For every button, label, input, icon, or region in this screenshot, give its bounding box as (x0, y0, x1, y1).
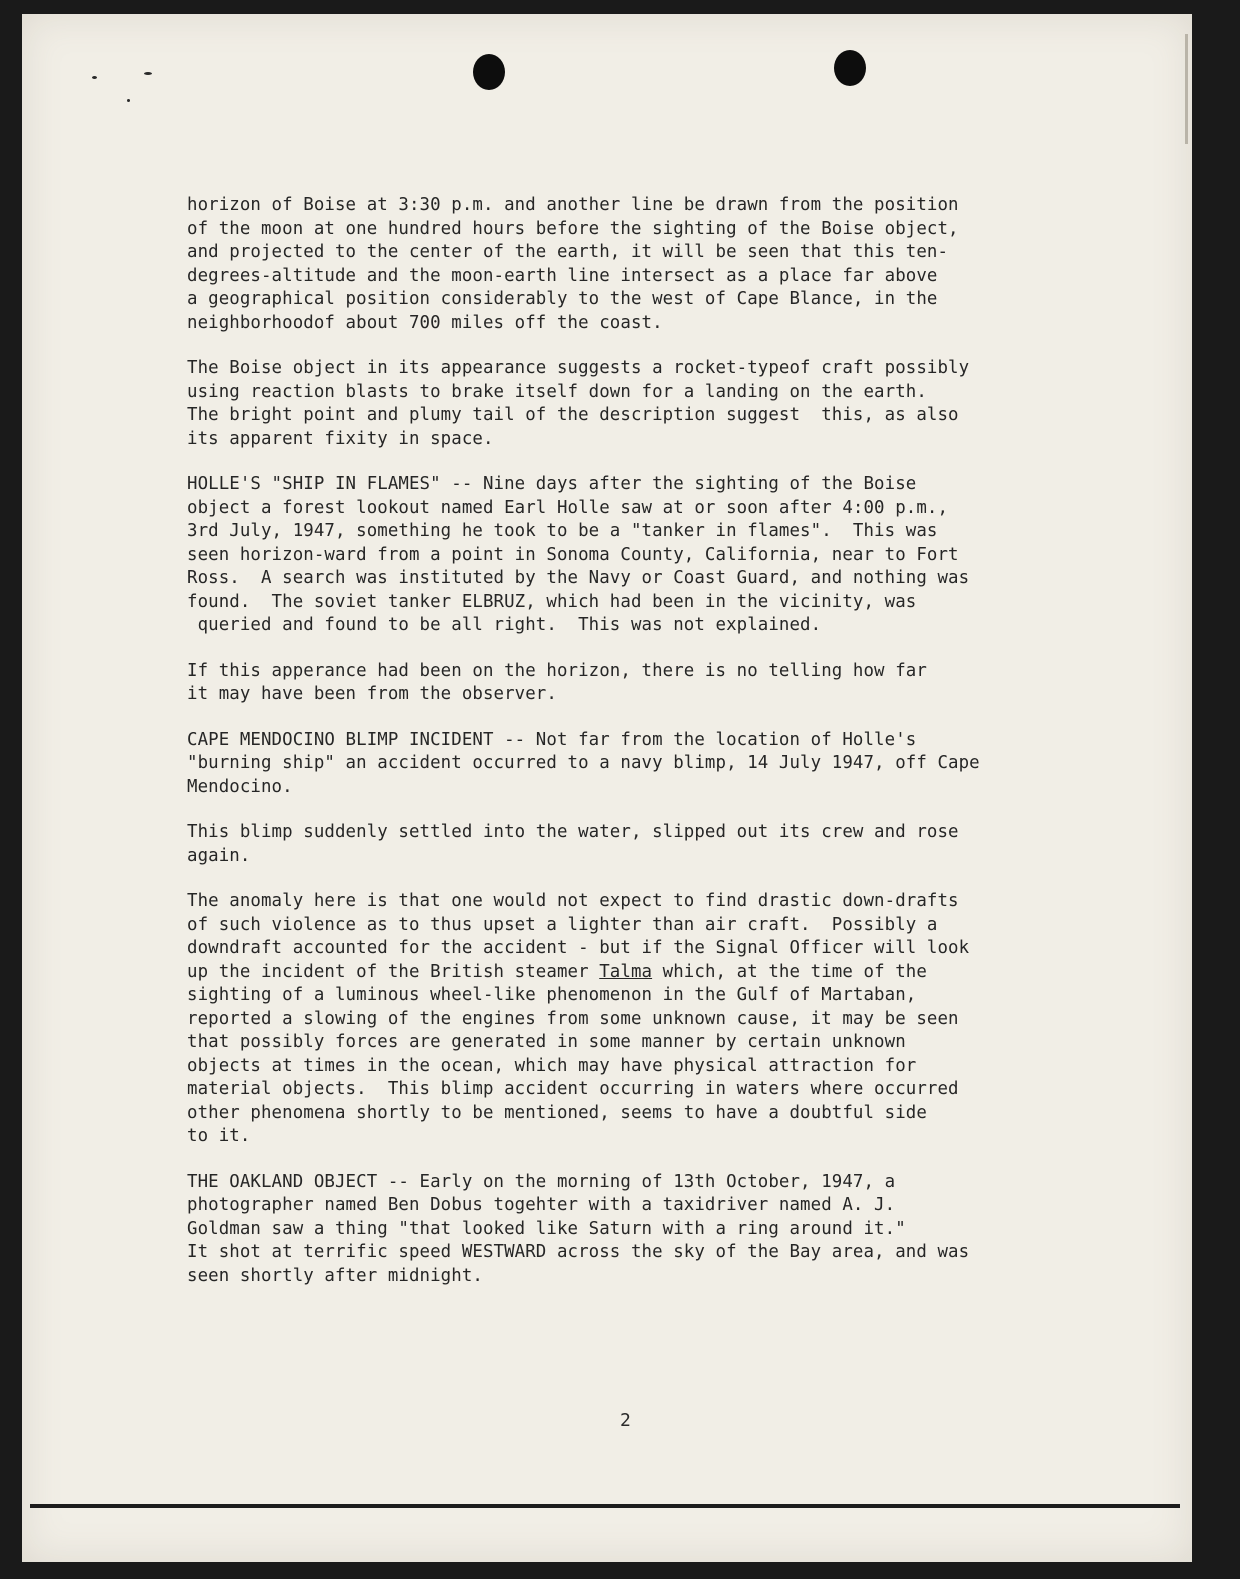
paragraph-boise-object (187, 357, 1117, 451)
talma-before: up the incident of the British steamer (187, 961, 600, 982)
document-page (22, 14, 1192, 1562)
text-line: It shot at terrific speed WESTWARD across the sky of the Bay area, and was (187, 1242, 970, 1262)
paragraph-blimp-settled (187, 821, 1117, 868)
text-line: The Boise object in its appearance suggests a rocket-typeof craft possibly (187, 358, 970, 378)
paragraph-moon-line (187, 194, 1117, 335)
ink-speck (127, 99, 130, 102)
text-line: sighting of a luminous wheel-like phenomenon in the Gulf of Martaban, (187, 985, 917, 1005)
talma-after: which, at the time of the (652, 961, 927, 982)
document-body (187, 194, 1117, 1310)
text-line: material objects. This blimp accident occurring in waters where occurred (187, 1079, 959, 1099)
text-line: neighborhoodof about 700 miles off the coast. (187, 312, 663, 333)
paragraph-cape-mendocino (187, 729, 1117, 800)
paragraph-anomaly (187, 890, 1117, 1149)
text-line: CAPE MENDOCINO BLIMP INCIDENT -- Not far from the location of Holle's (187, 729, 917, 750)
text-line: If this apperance had been on the horizon, there is no telling how far (187, 660, 927, 681)
text-line: found. The soviet tanker ELBRUZ, which had been in the vicinity, was (187, 591, 917, 612)
text-line: HOLLE'S "SHIP IN FLAMES" -- Nine days after the sighting of the Boise (187, 474, 917, 494)
text-line: 3rd July, 1947, something he took to be a "tanker in flames". This was (187, 521, 938, 541)
text-line: its apparent fixity in space. (187, 428, 494, 449)
text-line: Goldman saw a thing "that looked like Saturn with a ring around it." (187, 1218, 906, 1239)
text-line: again. (187, 845, 251, 866)
punch-hole-right (834, 50, 866, 86)
text-line: Ross. A search was instituted by the Navy or Coast Guard, and nothing was (187, 568, 970, 588)
text-line: objects at times in the ocean, which may have physical attraction for (187, 1055, 917, 1076)
text-line: THE OAKLAND OBJECT -- Early on the morning of 13th October, 1947, a (187, 1171, 896, 1192)
text-line: queried and found to be all right. This was not explained. (187, 615, 822, 635)
text-line: of such violence as to thus upset a lighter than air craft. Possibly a (187, 914, 938, 935)
text-line: photographer named Ben Dobus togehter with a taxidriver named A. J. (187, 1195, 896, 1215)
text-line: The anomaly here is that one would not expect to find drastic down-drafts (187, 891, 959, 911)
text-line: downdraft accounted for the accident - but if the Signal Officer will look (187, 938, 970, 958)
ink-speck (144, 72, 152, 75)
text-line-talma (187, 961, 1117, 985)
text-line: degrees-altitude and the moon-earth line intersect as a place far above (187, 265, 938, 286)
text-line: Mendocino. (187, 776, 293, 797)
text-line: of the moon at one hundred hours before the sighting of the Boise object, (187, 218, 959, 239)
text-line: This blimp suddenly settled into the water, slipped out its crew and rose (187, 822, 959, 842)
page-edge-shadow (1185, 34, 1188, 144)
punch-hole-left (473, 54, 505, 90)
text-line: seen shortly after midnight. (187, 1265, 483, 1286)
text-line: "burning ship" an accident occurred to a navy blimp, 14 July 1947, off Cape (187, 753, 980, 773)
text-line: horizon of Boise at 3:30 p.m. and another line be drawn from the position (187, 195, 959, 215)
text-line: and projected to the center of the earth, it will be seen that this ten- (187, 242, 949, 262)
text-line: using reaction blasts to brake itself down for a landing on the earth. (187, 381, 927, 402)
paragraph-horizon-apperance (187, 660, 1117, 707)
bottom-rule (30, 1504, 1180, 1508)
page-number: 2 (620, 1410, 631, 1431)
paragraph-holle-ship (187, 473, 1117, 638)
text-line: that possibly forces are generated in some manner by certain unknown (187, 1032, 906, 1052)
text-line: a geographical position considerably to the west of Cape Blance, in the (187, 289, 938, 309)
text-line: to it. (187, 1126, 251, 1146)
text-line: other phenomena shortly to be mentioned, seems to have a doubtful side (187, 1102, 927, 1123)
text-line: reported a slowing of the engines from some unknown cause, it may be seen (187, 1008, 959, 1029)
text-line: The bright point and plumy tail of the description suggest this, as also (187, 405, 959, 425)
paragraph-oakland-object (187, 1171, 1117, 1289)
text-line: object a forest lookout named Earl Holle saw at or soon after 4:00 p.m., (187, 497, 949, 518)
text-line: seen horizon-ward from a point in Sonoma County, California, near to Fort (187, 544, 959, 565)
ink-speck (92, 76, 97, 79)
text-line: it may have been from the observer. (187, 684, 557, 704)
ship-name-talma: Talma (599, 961, 653, 982)
